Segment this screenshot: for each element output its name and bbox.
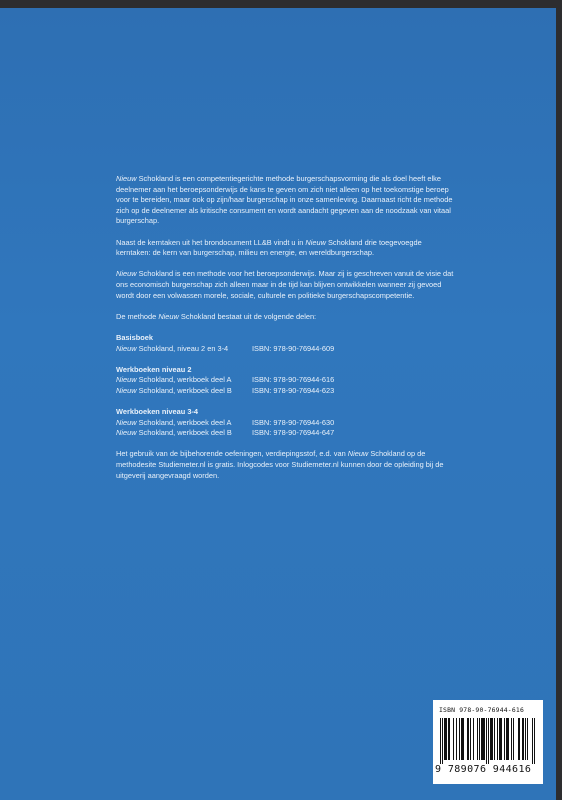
intro-paragraph-3	[116, 269, 456, 301]
part-heading: Basisboek	[116, 332, 153, 342]
brand-emphasis: Nieuw	[116, 343, 137, 353]
intro-paragraph-2	[116, 238, 456, 259]
part-heading: Werkboeken niveau 2	[116, 364, 192, 374]
part-group-werkboeken-2	[116, 365, 456, 397]
barcode-bar	[532, 718, 533, 764]
barcode-bar	[497, 718, 498, 760]
barcode-bar	[519, 718, 520, 760]
paragraph-text: Het gebruik van de bijbehorende oefeningen, verdiepingsstof, e.d. van	[116, 449, 348, 459]
brand-emphasis: Nieuw	[116, 269, 137, 279]
part-title-text: Schokland, werkboek deel B	[136, 428, 232, 438]
barcode-bar	[462, 718, 463, 760]
part-isbn: ISBN: 978-90-76944-647	[252, 428, 335, 438]
barcode-isbn-text: ISBN 978-90-76944-616	[439, 706, 524, 714]
barcode-bar	[479, 718, 480, 760]
barcode-bar	[440, 718, 441, 764]
barcode-bar	[445, 718, 446, 760]
barcode-bar	[518, 718, 519, 760]
barcode-bar	[507, 718, 508, 760]
part-title	[116, 418, 252, 429]
brand-emphasis: Nieuw	[116, 428, 137, 438]
barcode-bar	[513, 718, 514, 760]
part-row	[116, 375, 456, 386]
part-title-text: Schokland, niveau 2 en 3-4	[136, 343, 229, 353]
barcode-icon	[437, 718, 539, 764]
barcode-bar	[494, 718, 495, 760]
part-isbn: ISBN: 978-90-76944-630	[252, 417, 335, 427]
barcode-bar	[492, 718, 493, 760]
barcode-bar	[484, 718, 485, 760]
paragraph-text: Schokland drie toegevoegde kerntaken: de kern van burgerschap, milieu en energie, en wereldburgerschap.	[116, 237, 422, 258]
part-row	[116, 418, 456, 429]
part-group-basisboek	[116, 333, 456, 354]
barcode-bar	[490, 718, 491, 760]
part-title	[116, 344, 252, 355]
barcode-bar	[477, 718, 478, 760]
brand-emphasis: Nieuw	[116, 385, 137, 395]
barcode-bar	[523, 718, 524, 760]
barcode-bar	[467, 718, 468, 760]
barcode-bar	[527, 718, 528, 760]
barcode-bar	[486, 718, 487, 764]
barcode-bar	[461, 718, 462, 760]
barcode-bar	[508, 718, 509, 760]
barcode-bar	[444, 718, 445, 760]
paragraph-text: Schokland is een methode voor het beroepsonderwijs. Maar zij is geschreven vanuit de visie dat ons economisch burgerschap zich alleen maar in de tijd kan blijven ontwikkelen wanneer zij gevoed wordt door een volwassen morele, sociale, culturele en politieke burgerschapscompetentie.	[116, 269, 454, 300]
part-title-text: Schokland, werkboek deel B	[136, 385, 232, 395]
part-title	[116, 428, 252, 439]
back-cover	[0, 8, 556, 800]
barcode-bar	[501, 718, 502, 760]
part-heading: Werkboeken niveau 3-4	[116, 407, 199, 417]
barcode-bar	[449, 718, 450, 760]
barcode-bar	[470, 718, 471, 760]
part-isbn: ISBN: 978-90-76944-623	[252, 385, 335, 395]
brand-emphasis: Nieuw	[305, 237, 326, 247]
barcode-bar	[468, 718, 469, 760]
barcode-bar	[511, 718, 512, 760]
barcode-bar	[448, 718, 449, 760]
barcode-bar	[499, 718, 500, 760]
intro-paragraph-4	[116, 312, 456, 323]
barcode-bar	[488, 718, 489, 764]
brand-emphasis: Nieuw	[347, 449, 369, 459]
barcode-bar	[463, 718, 464, 760]
barcode-bar	[459, 718, 460, 760]
brand-emphasis: Nieuw	[116, 174, 137, 183]
cover-text	[116, 174, 456, 492]
barcode-bar	[453, 718, 454, 760]
paragraph-text: Naast de kerntaken uit het brondocument LL&B vindt u in	[116, 237, 306, 247]
paragraph-text: Schokland op de methodesite Studiemeter.nl is gratis. Inlogcodes voor Studiemeter.nl kunnen door de opleiding bij de uitgeverij aangevraagd worden.	[116, 449, 444, 480]
barcode-bar	[482, 718, 483, 760]
barcode-bar	[522, 718, 523, 760]
part-title	[116, 386, 252, 397]
barcode-bar	[504, 718, 505, 760]
barcode-bar	[446, 718, 447, 760]
barcode-bar	[483, 718, 484, 760]
outro-paragraph	[116, 449, 456, 481]
barcode-bar	[442, 718, 443, 764]
barcode-label	[433, 700, 543, 784]
paragraph-text: De methode	[116, 311, 159, 321]
barcode-bar	[500, 718, 501, 760]
barcode-bar	[481, 718, 482, 760]
barcode-bar	[473, 718, 474, 760]
part-isbn: ISBN: 978-90-76944-616	[252, 375, 335, 385]
part-title-text: Schokland, werkboek deel A	[136, 417, 232, 427]
part-row	[116, 386, 456, 397]
part-title-text: Schokland, werkboek deel A	[136, 375, 232, 385]
part-row	[116, 344, 456, 355]
barcode-bar	[491, 718, 492, 760]
paragraph-text: Schokland is een competentiegerichte methode burgerschapsvorming die als doel heeft elke deelnemer aan het beroepsonderwijs de kans te geven om zich niet alleen op het toekomstige beroep voor te bereiden, maar ook op zijn/haar burgerschap in onze samenleving. Daarnaast richt de methode zich op de deelnemer als kritische consument en wordt aandacht gegeven aan de noodzaak van vitaal burgerschap.	[116, 174, 453, 226]
part-title	[116, 375, 252, 386]
part-group-werkboeken-3-4	[116, 407, 456, 439]
brand-emphasis: Nieuw	[116, 375, 137, 385]
brand-emphasis: Nieuw	[158, 311, 179, 321]
barcode-bar	[525, 718, 526, 760]
part-isbn: ISBN: 978-90-76944-609	[252, 343, 335, 353]
barcode-bar	[534, 718, 535, 764]
barcode-bar	[506, 718, 507, 760]
paragraph-text: Schokland bestaat uit de volgende delen:	[178, 311, 317, 321]
intro-paragraph-1	[116, 174, 456, 227]
barcode-digits: 9 789076 944616	[435, 764, 532, 775]
brand-emphasis: Nieuw	[116, 417, 137, 427]
barcode-bar	[456, 718, 457, 760]
part-row	[116, 428, 456, 439]
